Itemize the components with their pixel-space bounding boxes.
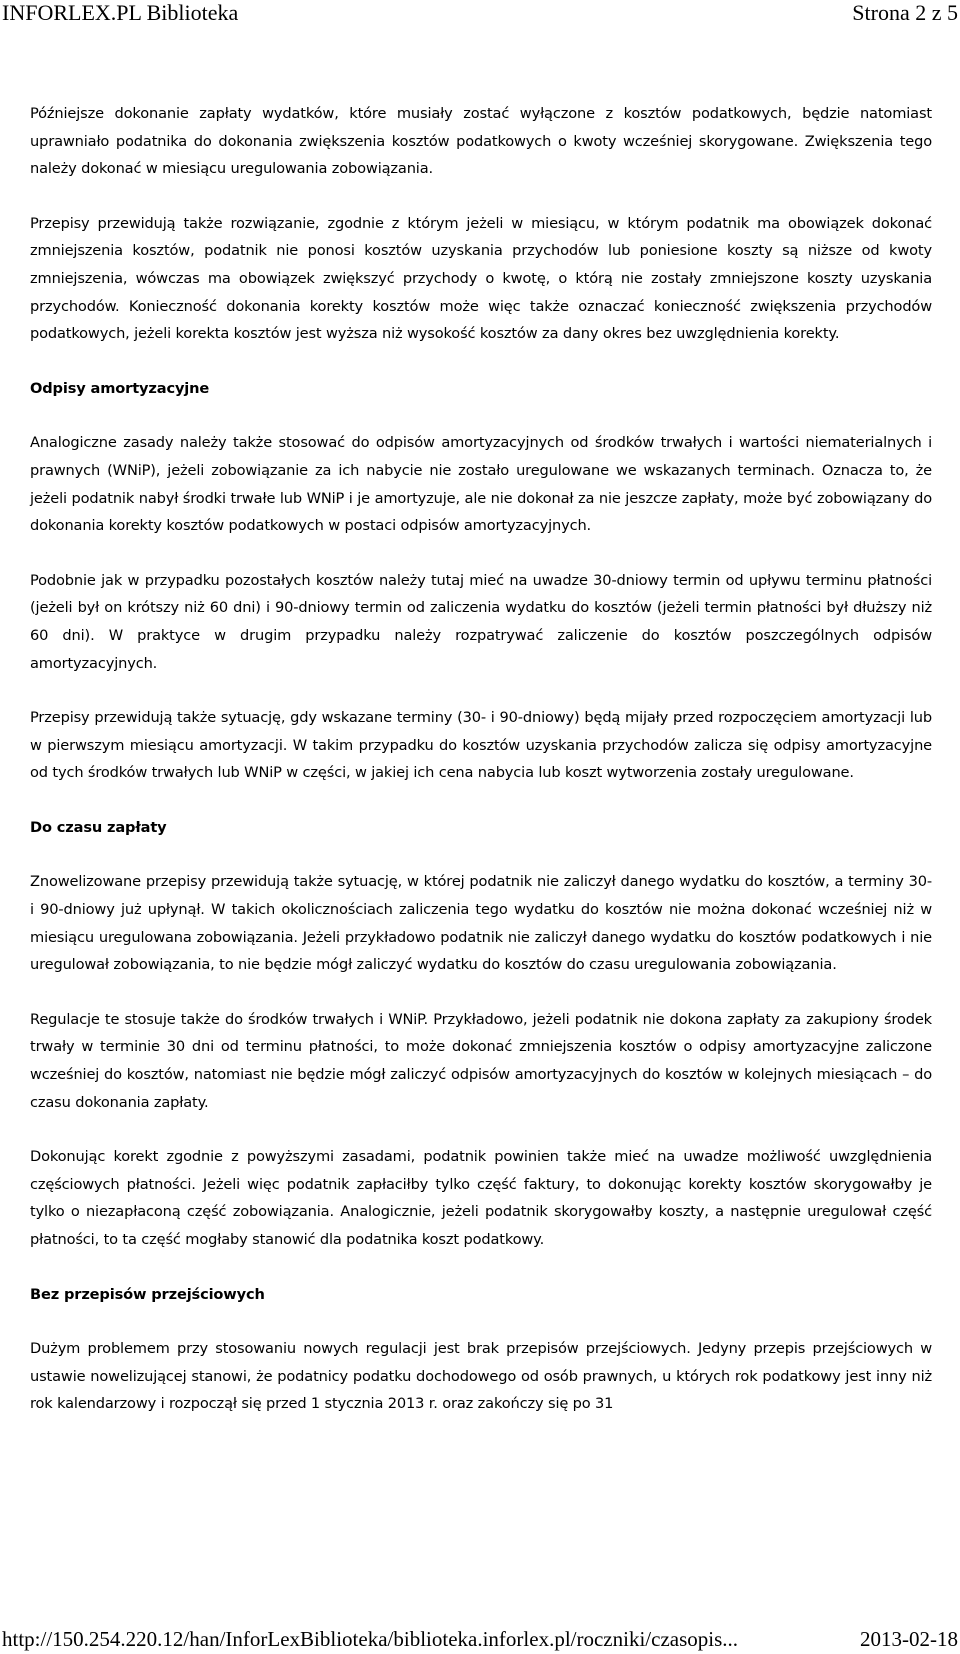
paragraph: Przepisy przewidują także rozwiązanie, zgodnie z którym jeżeli w miesiącu, w którym podatnik ma obowiązek dokonać zmniejszenia kosztów, podatnik nie ponosi kosztów uzyskania przychodów lub poniesione koszty są niższe od kwoty zmniejszenia, wówczas ma obowiązek zwiększyć przychody o kwotę, o którą nie zostały zmniejszone koszty uzyskania przychodów. Konieczność dokonania korekty kosztów może więc także oznaczać konieczność zwiększenia przychodów podatkowych, jeżeli korekta kosztów jest wyższa niż wysokość kosztów za dany okres bez uwzględnienia korekty. <box>30 214 932 343</box>
paragraph: Podobnie jak w przypadku pozostałych kosztów należy tutaj mieć na uwadze 30-dniowy termin od upływu terminu płatności (jeżeli był on krótszy niż 60 dni) i 90-dniowy termin od zaliczenia wydatku do kosztów (jeżeli termin płatności był dłuższy niż 60 dni). W praktyce w drugim przypadku należy rozpatrywać zaliczenie do kosztów poszczególnych odpisów amortyzacyjnych. <box>30 571 932 672</box>
paragraph: Dokonując korekt zgodnie z powyższymi zasadami, podatnik powinien także mieć na uwadze możliwość uwzględnienia częściowych płatności. Jeżeli więc podatnik zapłaciłby tylko część faktury, to dokonując korekty kosztów skorygowałby je tylko o niezapłaconą część zobowiązania. Analogicznie, jeżeli podatnik skorygowałby koszty, a następnie uregulował część płatności, to ta część mogłaby stanowić dla podatnika koszt podatkowy. <box>30 1148 932 1248</box>
paragraph: Dużym problemem przy stosowaniu nowych regulacji jest brak przepisów przejściowych. Jedyny przepis przejściowych w ustawie nowelizującej stanowi, że podatnicy podatku dochodowego od osób prawnych, u których rok podatkowy jest inny niż rok kalendarzowy i rozpoczął się przed 1 stycznia 2013 r. oraz zakończy się po 31 <box>30 1340 932 1413</box>
section-heading: Do czasu zapłaty <box>30 818 167 836</box>
paragraph: Regulacje te stosuje także do środków trwałych i WNiP. Przykładowo, jeżeli podatnik nie dokona zapłaty za zakupiony środek trwały w terminie 30 dni od terminu płatności, to może dokonać zmniejszenia kosztów o odpisy amortyzacyjne zaliczone wcześniej do kosztów, natomiast nie będzie mógł zaliczyć odpisów amortyzacyjnych do kosztów w kolejnych miesiącach – do czasu dokonania zapłaty. <box>30 1010 932 1111</box>
section-heading: Odpisy amortyzacyjne <box>30 379 210 397</box>
paragraph: Późniejsze dokonanie zapłaty wydatków, które musiały zostać wyłączone z kosztów podatkowych, będzie natomiast uprawniało podatnika do dokonania zwiększenia kosztów podatkowych o kwoty wcześniej skorygowane. Zwiększenia tego należy dokonać w miesiącu uregulowania zobowiązania. <box>30 105 932 178</box>
source-url: http://150.254.220.12/han/InforLexBiblioteka/biblioteka.inforlex.pl/roczniki/czasopis... <box>2 1627 739 1651</box>
paragraph: Przepisy przewidują także sytuację, gdy wskazane terminy (30- i 90-dniowy) będą mijały przed rozpoczęciem amortyzacji lub w pierwszym miesiącu amortyzacji. W takim przypadku do kosztów uzyskania przychodów zalicza się odpisy amortyzacyjne od tych środków trwałych lub WNiP w części, w jakiej ich cena nabycia lub koszt wytworzenia zostały uregulowane. <box>30 709 932 782</box>
site-title: INFORLEX.PL Biblioteka <box>2 0 239 25</box>
print-header <box>0 0 960 30</box>
article-body <box>30 100 932 1445</box>
page-number: Strona 2 z 5 <box>852 0 958 25</box>
paragraph: Znowelizowane przepisy przewidują także sytuację, w której podatnik nie zaliczył danego wydatku do kosztów, a terminy 30- i 90-dniowy już upłynął. W takich okolicznościach zaliczenia tego wydatku do kosztów nie można dokonać wcześniej niż w miesiącu uregulowana zobowiązania. Jeżeli przykładowo podatnik nie zaliczył danego wydatku do kosztów podatkowych i nie uregulował zobowiązania, to nie będzie mógł zaliczyć wydatku do kosztów do czasu uregulowania zobowiązania. <box>30 873 932 974</box>
section-heading: Bez przepisów przejściowych <box>30 1285 265 1303</box>
print-date: 2013-02-18 <box>860 1627 958 1651</box>
print-footer <box>0 1624 960 1654</box>
paragraph: Analogiczne zasady należy także stosować do odpisów amortyzacyjnych od środków trwałych i wartości niematerialnych i prawnych (WNiP), jeżeli zobowiązanie za ich nabycie nie zostało uregulowane we wskazanych terminach. Oznacza to, że jeżeli podatnik nabył środki trwałe lub WNiP i je amortyzuje, ale nie dokonał za nie jeszcze zapłaty, może być zobowiązany do dokonania korekty kosztów podatkowych w postaci odpisów amortyzacyjnych. <box>30 434 932 535</box>
